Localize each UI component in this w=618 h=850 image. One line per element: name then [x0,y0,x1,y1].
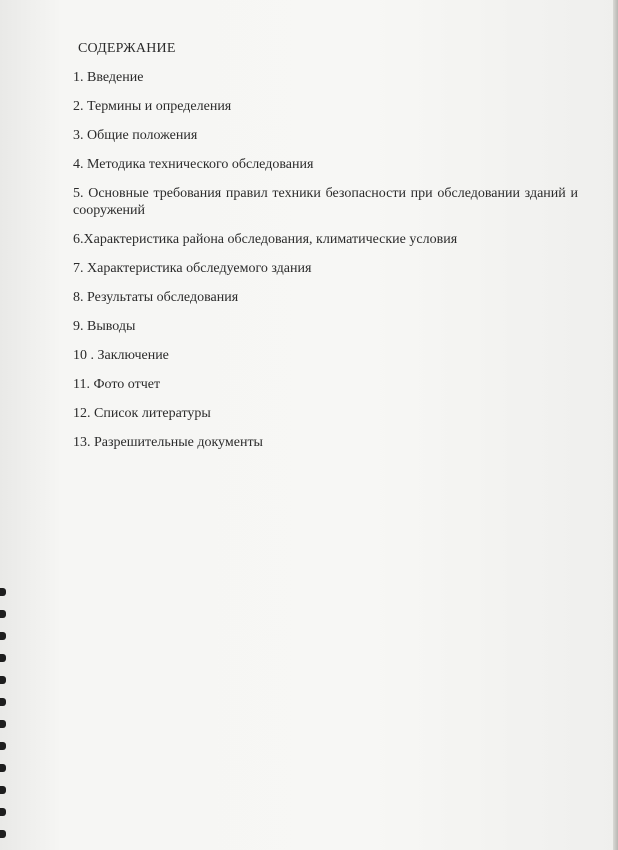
binding-hole [0,632,6,640]
binding-hole [0,764,6,772]
binding-hole [0,808,6,816]
toc-item-general-provisions: 3. Общие положения [73,128,198,143]
contents-heading: СОДЕРЖАНИЕ [78,41,176,56]
toc-item-references: 12. Список литературы [73,406,211,421]
binding-hole [0,588,6,596]
binding-hole [0,610,6,618]
toc-item-inspection-methodology: 4. Методика технического обследования [73,157,314,172]
toc-item-conclusion: 10 . Заключение [73,348,169,363]
toc-item-photo-report: 11. Фото отчет [73,377,161,392]
binding-hole [0,830,6,838]
toc-item-introduction: 1. Введение [73,70,144,85]
table-of-contents [73,40,578,463]
toc-item-findings: 9. Выводы [73,319,136,334]
binding-hole [0,654,6,662]
binding-hole [0,742,6,750]
binding-hole [0,720,6,728]
toc-item-inspection-results: 8. Результаты обследования [73,290,239,305]
binding-hole [0,786,6,794]
toc-item-area-characteristics: 6.Характеристика района обследования, климатические условия [73,232,458,247]
binding-hole [0,698,6,706]
toc-item-permit-documents: 13. Разрешительные документы [73,435,263,450]
page-edge [613,0,618,850]
binding-holes [0,570,8,850]
toc-item-terms-definitions: 2. Термины и определения [73,99,232,114]
toc-item-safety-requirements: 5. Основные требования правил техники безопасности при обследовании зданий и сооружений [73,186,578,218]
toc-item-building-characteristics: 7. Характеристика обследуемого здания [73,261,312,276]
contents-list [73,69,578,451]
binding-hole [0,676,6,684]
